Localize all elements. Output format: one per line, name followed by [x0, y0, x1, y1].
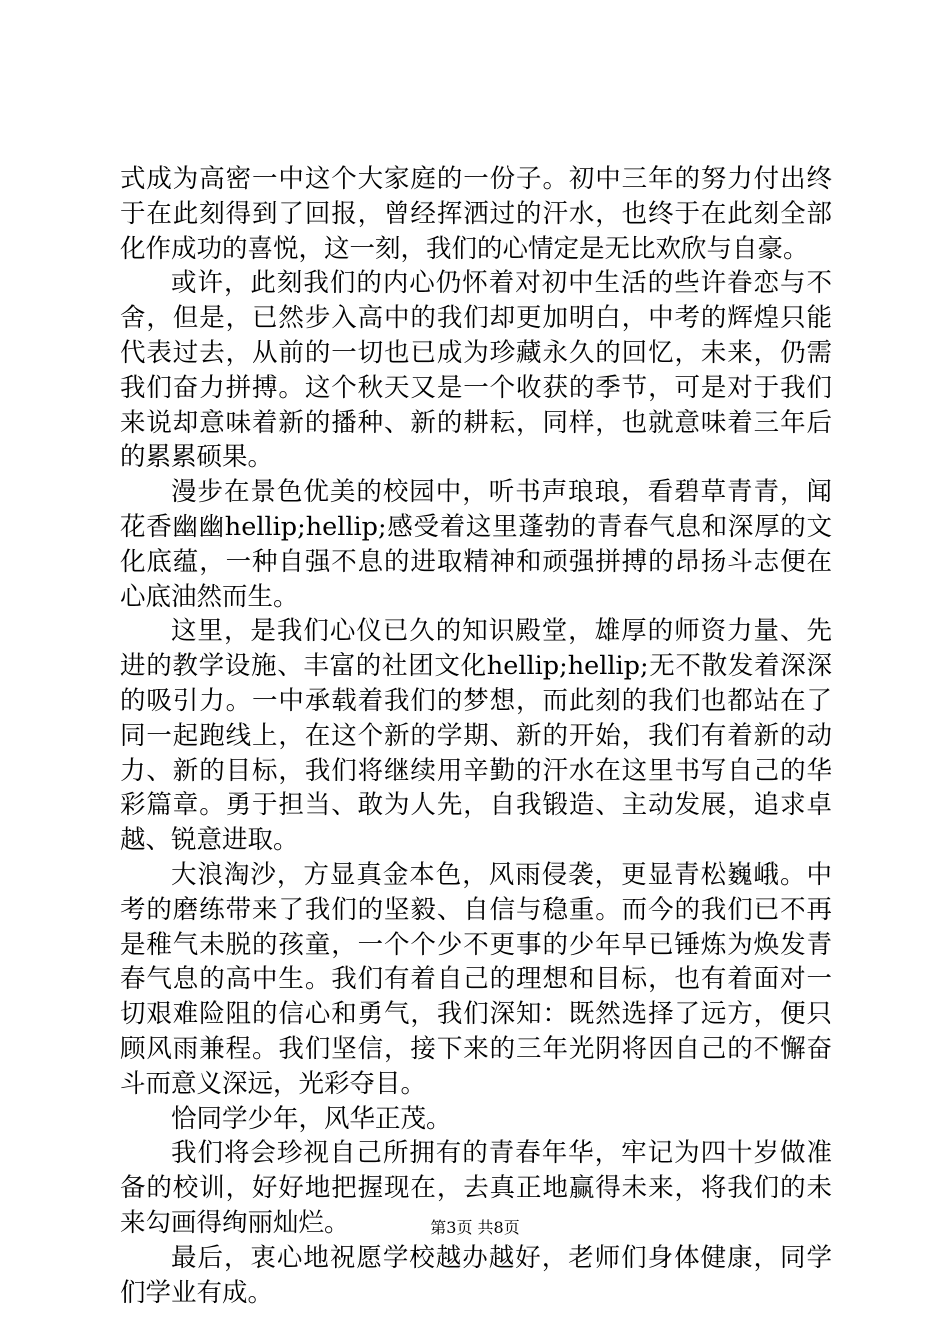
page-number-footer: 第3页 共8页: [430, 1218, 520, 1237]
paragraph: 这里，是我们心仪已久的知识殿堂，雄厚的师资力量、先进的教学设施、丰富的社团文化hellip;hellip;无不散发着深深的吸引力。一中承载着我们的梦想，而此刻的我们也都站在了同一起跑线上，在这个新的学期、新的开始，我们有着新的动力、新的目标，我们将继续用辛勤的汗水在这里书写自己的华彩篇章。勇于担当、敢为人先，自我锻造、主动发展，追求卓越、锐意进取。: [120, 616, 832, 856]
paragraph: 我们将会珍视自己所拥有的青春年华，牢记为四十岁做准备的校训，好好地把握现在，去真正地赢得未来，将我们的未来勾画得绚丽灿烂。: [120, 1138, 832, 1238]
body-text: [120, 162, 832, 1310]
paragraph: 恰同学少年，风华正茂。: [171, 1103, 452, 1134]
paragraph: 最后，衷心地祝愿学校越办越好，老师们身体健康，同学们学业有成。: [120, 1242, 832, 1308]
paragraph: 或许，此刻我们的内心仍怀着对初中生活的些许眷恋与不舍，但是，已然步入高中的我们却更加明白，中考的辉煌只能代表过去，从前的一切也已成为珍藏永久的回忆，未来，仍需我们奋力拼搏。这个秋天又是一个收获的季节，可是对于我们来说却意味着新的播种、新的耕耘，同样，也就意味着三年后的累累硕果。: [120, 268, 832, 473]
paragraph: 大浪淘沙，方显真金本色，风雨侵袭，更显青松巍峨。中考的磨练带来了我们的坚毅、自信与稳重。而今的我们已不再是稚气未脱的孩童，一个个少不更事的少年早已锤炼为焕发青春气息的高中生。我们有着自己的理想和目标，也有着面对一切艰难险阻的信心和勇气，我们深知：既然选择了远方，便只顾风雨兼程。我们坚信，接下来的三年光阴将因自己的不懈奋斗而意义深远，光彩夺目。: [120, 859, 832, 1099]
paragraph-continuation: 式成为高密一中这个大家庭的一份子。初中三年的努力付出终于在此刻得到了回报，曾经挥洒过的汗水，也终于在此刻全部化作成功的喜悦，这一刻，我们的心情定是无比欢欣与自豪。: [120, 164, 832, 264]
paragraph: 漫步在景色优美的校园中，听书声琅琅，看碧草青青，闻花香幽幽hellip;hellip;感受着这里蓬勃的青春气息和深厚的文化底蕴，一种自强不息的进取精神和顽强拼搏的昂扬斗志便在心底油然而生。: [120, 477, 832, 612]
